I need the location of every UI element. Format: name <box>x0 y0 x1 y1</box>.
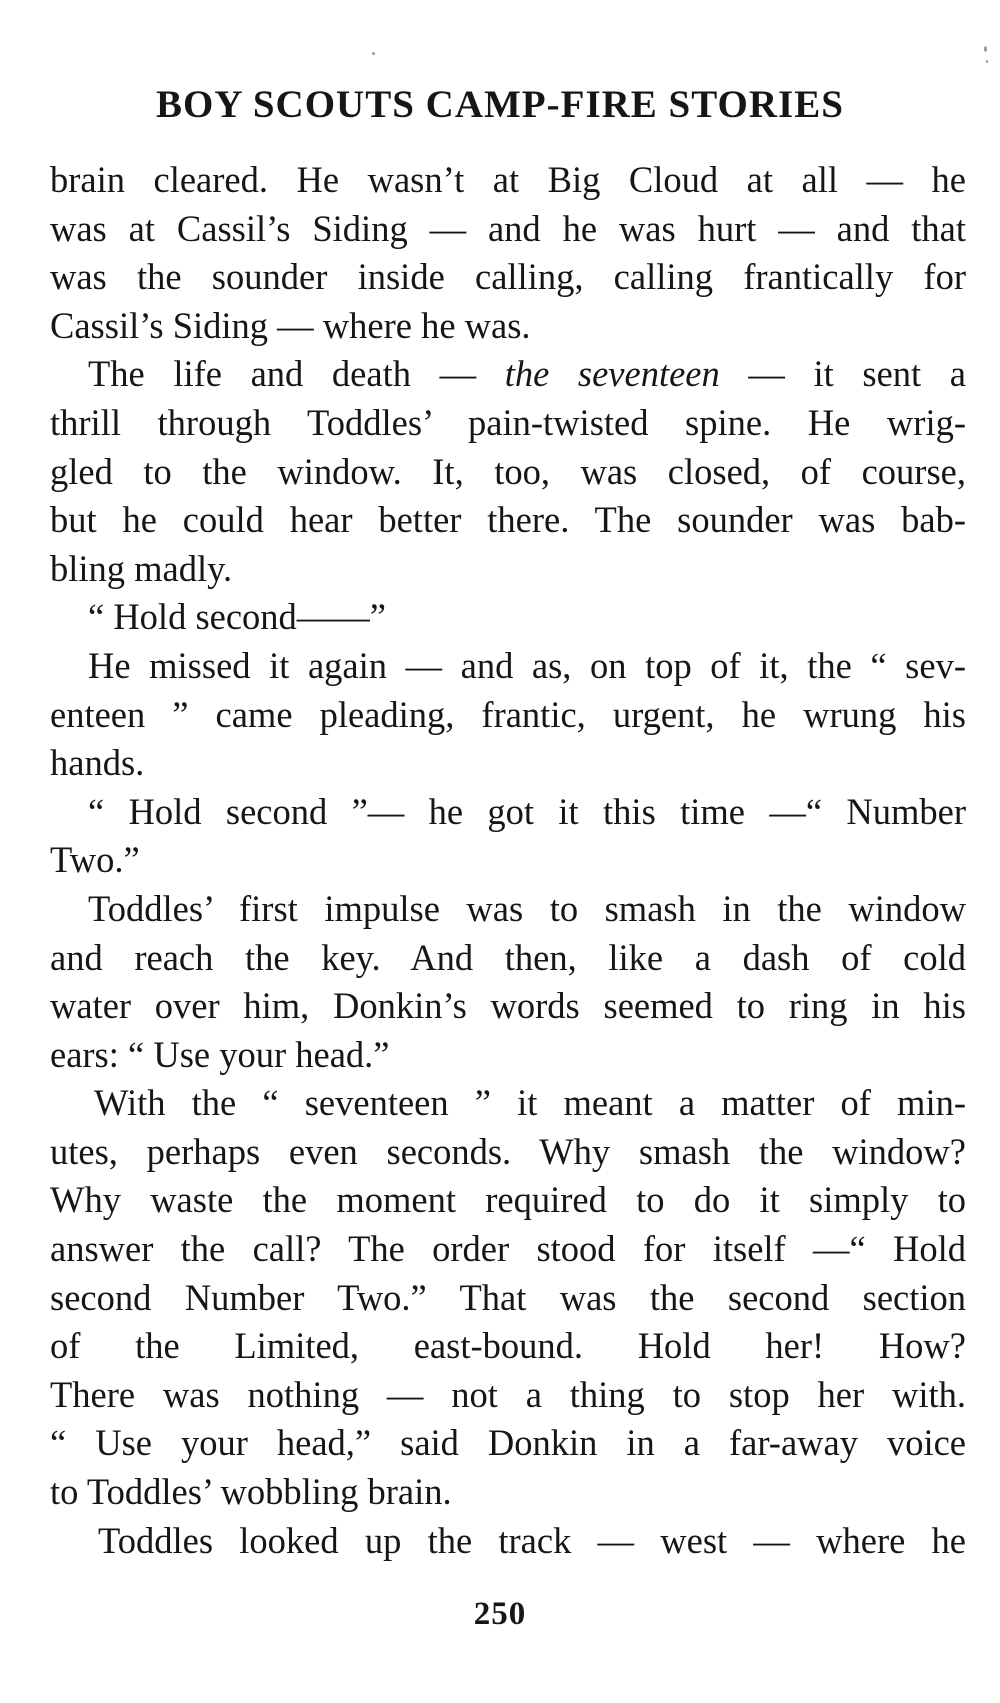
text-line: and reach the key. And then, like a dash of cold <box>50 936 966 978</box>
text-line: water over him, Donkin’s words seemed to ring in his <box>50 985 966 1027</box>
text-line: of the Limited, east-bound. Hold her! How? <box>50 1325 966 1367</box>
text-line: brain cleared. He wasn’t at Big Cloud at all — he <box>50 159 966 200</box>
text-line: ears: “ Use your head.” <box>50 1033 390 1075</box>
text-line: “ Hold second ”— he got it this time —“ Number <box>88 790 966 832</box>
text-line: Why waste the moment required to do it simply to <box>50 1179 966 1221</box>
paper-speck <box>986 60 988 63</box>
text-line: With the “ seventeen ” it meant a matter of min- <box>94 1082 966 1124</box>
paper-speck <box>372 52 375 55</box>
body-text <box>50 156 966 1565</box>
text-line: “ Use your head,” said Donkin in a far-away voice <box>50 1422 966 1464</box>
text-line: There was nothing — not a thing to stop her with. <box>50 1373 966 1415</box>
text-line: thrill through Toddles’ pain-twisted spine. He wrig- <box>50 401 966 443</box>
text-line: second Number Two.” That was the second section <box>50 1276 966 1318</box>
text-line: Toddles’ first impulse was to smash in the window <box>88 887 966 929</box>
text-line-with-italic: The life and death — the seventeen — it sent a <box>88 353 966 395</box>
text-line: bling madly. <box>50 547 233 589</box>
text-line: hands. <box>50 742 145 784</box>
text-line: enteen ” came pleading, frantic, urgent, he wrung his <box>50 693 966 735</box>
italic-phrase: the seventeen <box>504 353 720 395</box>
text-line: He missed it again — and as, on top of it, the “ sev- <box>88 644 966 686</box>
text-line: utes, perhaps even seconds. Why smash the window? <box>50 1130 966 1172</box>
paper-speck <box>984 46 987 52</box>
text-line: Toddles looked up the track — west — where he <box>98 1519 966 1561</box>
text-line: “ Hold second——” <box>88 596 387 638</box>
text-line: to Toddles’ wobbling brain. <box>50 1471 452 1513</box>
running-head-title: BOY SCOUTS CAMP-FIRE STORIES <box>156 83 844 126</box>
text-line: was the sounder inside calling, calling frantically for <box>50 256 966 298</box>
text-line: gled to the window. It, too, was closed, of course, <box>50 450 966 492</box>
text-line: but he could hear better there. The sounder was bab- <box>50 499 966 541</box>
page-number: 250 <box>473 1596 527 1632</box>
text-line: Two.” <box>50 839 140 881</box>
text-line: was at Cassil’s Siding — and he was hurt — and that <box>50 207 966 249</box>
text-line: Cassil’s Siding — where he was. <box>50 304 531 346</box>
text-line: answer the call? The order stood for itself —“ Hold <box>50 1228 966 1270</box>
